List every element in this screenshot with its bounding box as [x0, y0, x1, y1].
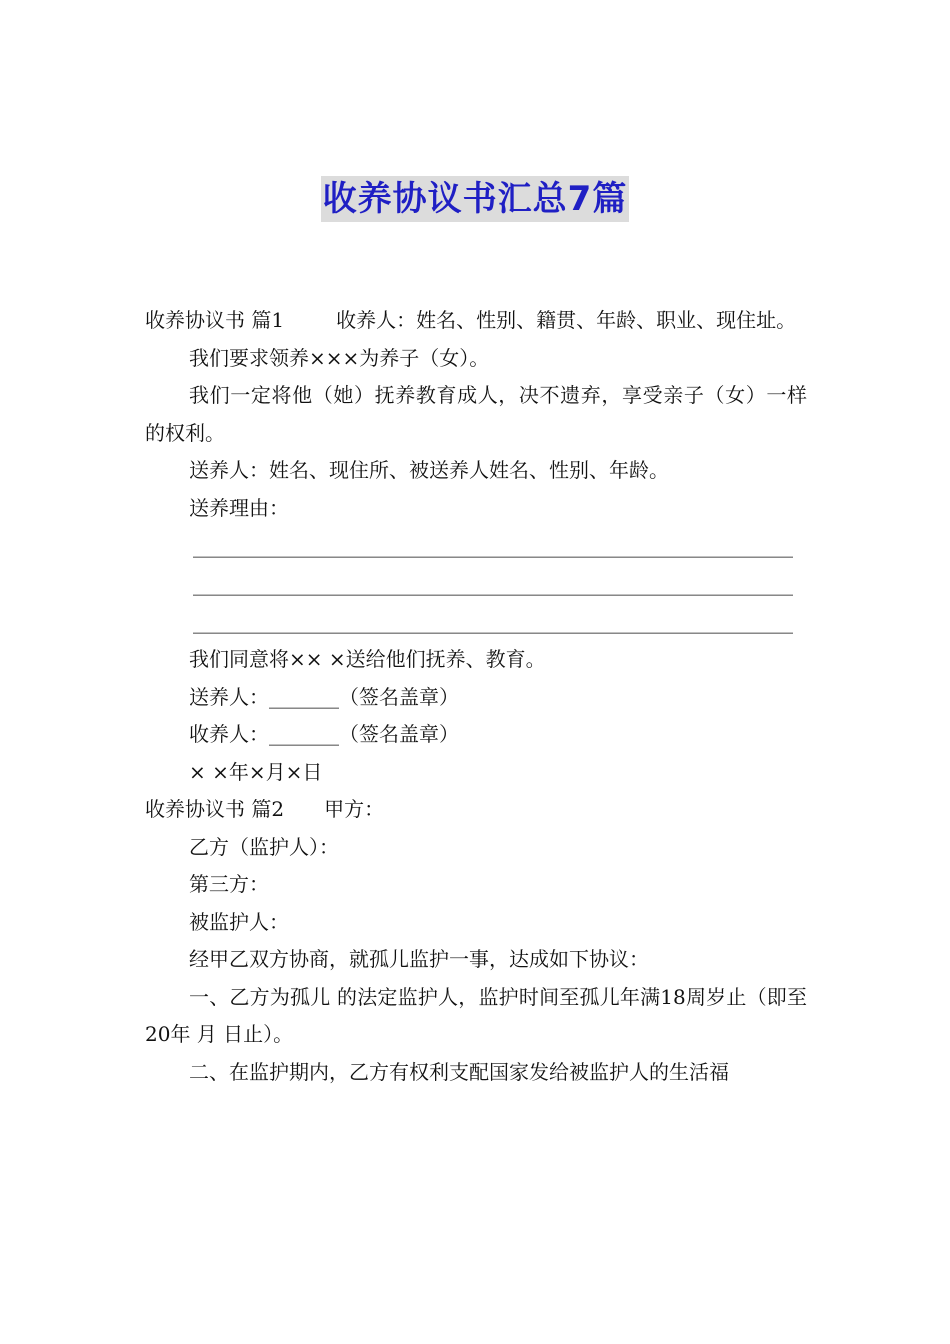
article1-heading: 收养协议书 篇1 [145, 308, 285, 332]
article1-request: 我们要求领养×××为养子（女）。 [189, 345, 490, 370]
article2-party-c: 第三方： [189, 872, 269, 896]
article1-promise: 我们一定将他（她）抚养教育成人，决不遗弃，享受亲子（女）一样的权利。 [145, 383, 807, 445]
blank-line-1: ____________________________________________________________ [193, 534, 793, 558]
blank-line-2: ____________________________________________________________ [193, 572, 793, 596]
blank-line-3: ____________________________________________________________ [193, 610, 793, 634]
article2-party-a: 甲方： [324, 797, 385, 821]
title-container [0, 176, 950, 222]
article2-clause2: 二、在监护期内，乙方有权利支配国家发给被监护人的生活福 [189, 1059, 729, 1084]
article2-intro: 经甲乙双方协商，就孤儿监护一事，达成如下协议： [189, 947, 649, 971]
article1-reason-label: 送养理由： [189, 495, 289, 520]
article1-date: × ×年×月×日 [189, 759, 323, 784]
article1-sender-sign: 送养人：_______（签名盖章） [189, 684, 459, 709]
article1-consent: 我们同意将×× ×送给他们抚养、教育。 [189, 647, 546, 671]
article1-adopter-line: 收养人：姓名、性别、籍贯、年龄、职业、现住址。 [336, 308, 797, 332]
article2-first-line [145, 791, 807, 829]
document-body [145, 302, 807, 1091]
article2-heading: 收养协议书 篇2 [145, 797, 285, 821]
article2-ward: 被监护人： [189, 909, 289, 934]
article1-adopter-sign: 收养人：_______（签名盖章） [189, 722, 459, 746]
article1-sender-info: 送养人：姓名、现住所、被送养人姓名、性别、年龄。 [189, 458, 669, 482]
article2-clause1: 一、乙方为孤儿 的法定监护人，监护时间至孤儿年满18周岁止（即至20年 月 日止）。 [145, 984, 807, 1046]
article2-party-b: 乙方（监护人）： [189, 834, 339, 859]
document-title: 收养协议书汇总7篇 [321, 176, 630, 222]
article1-first-paragraph [145, 302, 807, 340]
